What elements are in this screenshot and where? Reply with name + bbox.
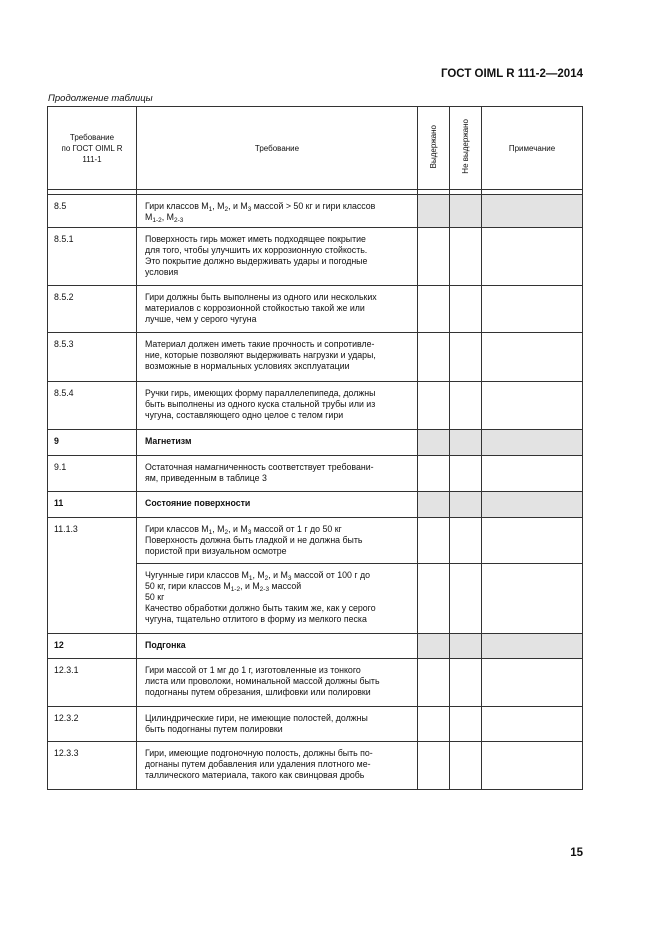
text-line: Гири должны быть выполнены из одного или нескольких xyxy=(145,292,377,302)
complied-cell xyxy=(418,492,450,518)
subscript: 3 xyxy=(247,206,252,213)
note-cell xyxy=(482,492,583,518)
section-row xyxy=(48,430,583,456)
subscript: 2 xyxy=(264,575,269,582)
text-line: Поверхность должна быть гладкой и не должна быть xyxy=(145,535,363,545)
row-requirement xyxy=(137,382,418,430)
section-title: Магнетизм xyxy=(137,430,418,456)
row-requirement xyxy=(137,518,418,564)
text: Чугунные гири классов M xyxy=(145,570,249,580)
subscript: 2 xyxy=(224,206,229,213)
header-requirement-ref xyxy=(48,107,137,190)
header-ref-line: Требование xyxy=(69,132,115,142)
not-complied-cell xyxy=(450,492,482,518)
table-row xyxy=(48,195,583,228)
subscript: 1 xyxy=(248,575,253,582)
text-line: условия xyxy=(145,267,179,277)
text: массой от 100 г до xyxy=(291,570,371,580)
table-row xyxy=(48,382,583,430)
subscript: 2-3 xyxy=(259,586,270,593)
text-line: Цилиндрические гири, не имеющие полостей, должны xyxy=(145,713,368,723)
row-requirement xyxy=(137,456,418,492)
table-row xyxy=(48,333,583,382)
subscript: 1-2 xyxy=(230,586,241,593)
text-line xyxy=(145,524,411,535)
text-line: для того, чтобы улучшить их коррозионную стойкость. xyxy=(145,245,368,255)
row-requirement xyxy=(137,707,418,742)
row-requirement xyxy=(137,286,418,333)
text-line: Гири, имеющие подгоночную полость, должны быть по- xyxy=(145,748,373,758)
not-complied-cell xyxy=(450,634,482,659)
table-row xyxy=(48,742,583,790)
complied-cell xyxy=(418,456,450,492)
not-complied-cell xyxy=(450,430,482,456)
row-number: 12.3.1 xyxy=(48,659,137,707)
text-line: подогнаны путем обрезания, шлифовки или полировки xyxy=(145,687,371,697)
section-title: Подгонка xyxy=(137,634,418,659)
header-complied-text: Выдержано xyxy=(429,124,438,169)
subscript: 1 xyxy=(208,206,213,213)
text-line: материалов с коррозионной стойкостью такой же или xyxy=(145,303,365,313)
not-complied-cell xyxy=(450,564,482,634)
header-complied xyxy=(418,107,450,190)
header-note: Примечание xyxy=(482,107,583,190)
not-complied-cell xyxy=(450,333,482,382)
header-not-complied-text: Не выдержано xyxy=(461,119,470,174)
requirements-table xyxy=(47,106,583,790)
text: Гири классов M xyxy=(145,201,209,211)
text: массой xyxy=(269,581,302,591)
subscript: 2-3 xyxy=(173,217,184,224)
complied-cell xyxy=(418,195,450,228)
section-number: 12 xyxy=(48,634,137,659)
subscript: 2 xyxy=(224,529,229,536)
row-number: 9.1 xyxy=(48,456,137,492)
complied-cell xyxy=(418,382,450,430)
subscript: 3 xyxy=(287,575,292,582)
complied-cell xyxy=(418,518,450,564)
text-line: 50 кг xyxy=(145,592,165,602)
complied-cell xyxy=(418,742,450,790)
text-line: чугуна, тщательно отлитого в форму из мелкого песка xyxy=(145,614,367,624)
subscript: 1 xyxy=(208,529,213,536)
row-requirement xyxy=(137,742,418,790)
subscript: 3 xyxy=(247,529,252,536)
text-line xyxy=(145,581,411,592)
text-line: листа или проволоки, номинальной массой должны быть xyxy=(145,676,380,686)
note-cell xyxy=(482,707,583,742)
note-cell xyxy=(482,333,583,382)
not-complied-cell xyxy=(450,286,482,333)
section-number: 9 xyxy=(48,430,137,456)
table-continuation-label: Продолжение таблицы xyxy=(48,93,153,104)
note-cell xyxy=(482,382,583,430)
text-line: лучше, чем у серого чугуна xyxy=(145,314,257,324)
text-line: Остаточная намагниченность соответствует требовани- xyxy=(145,462,374,472)
text: , и M xyxy=(268,570,288,580)
not-complied-cell xyxy=(450,659,482,707)
table-row xyxy=(48,228,583,286)
text: , M xyxy=(212,201,225,211)
section-row xyxy=(48,492,583,518)
section-title: Состояние поверхности xyxy=(137,492,418,518)
row-requirement xyxy=(137,195,418,228)
table-row xyxy=(48,456,583,492)
text-line: чугуна, составляющего одно целое с телом гири xyxy=(145,410,344,420)
text-line: Ручки гирь, имеющих форму параллелепипеда, должны xyxy=(145,388,376,398)
row-requirement xyxy=(137,228,418,286)
section-number: 11 xyxy=(48,492,137,518)
note-cell xyxy=(482,456,583,492)
document-code: ГОСТ OIML R 111-2—2014 xyxy=(440,68,583,80)
table-row xyxy=(48,518,583,564)
not-complied-cell xyxy=(450,456,482,492)
text-line: ям, приведенным в таблице 3 xyxy=(145,473,267,483)
text-line: ние, которые позволяют выдерживать нагрузки и удары, xyxy=(145,350,376,360)
text-line xyxy=(145,570,411,581)
row-requirement xyxy=(137,564,418,634)
text: , и M xyxy=(240,581,260,591)
complied-cell xyxy=(418,564,450,634)
not-complied-cell xyxy=(450,228,482,286)
header-not-complied xyxy=(450,107,482,190)
complied-cell xyxy=(418,707,450,742)
complied-cell xyxy=(418,228,450,286)
text-line: догнаны путем добавления или удаления плотного ме- xyxy=(145,759,371,769)
text: массой от 1 г до 50 кг xyxy=(251,524,342,534)
text-line: Материал должен иметь такие прочность и сопротивле- xyxy=(145,339,375,349)
complied-cell xyxy=(418,333,450,382)
row-number: 12.3.3 xyxy=(48,742,137,790)
note-cell xyxy=(482,430,583,456)
not-complied-cell xyxy=(450,518,482,564)
text-line: возможные в нормальных условиях эксплуатации xyxy=(145,361,350,371)
section-row xyxy=(48,634,583,659)
note-cell xyxy=(482,659,583,707)
text: Гири классов M xyxy=(145,524,209,534)
text-line: быть выполнены из одного куска стальной трубы или из xyxy=(145,399,376,409)
row-requirement xyxy=(137,333,418,382)
row-number: 12.3.2 xyxy=(48,707,137,742)
text-line: пористой при визуальном осмотре xyxy=(145,546,287,556)
not-complied-cell xyxy=(450,382,482,430)
text: , M xyxy=(252,570,265,580)
note-cell xyxy=(482,195,583,228)
text-line: Это покрытие должно выдерживать удары и погодные xyxy=(145,256,368,266)
complied-cell xyxy=(418,286,450,333)
not-complied-cell xyxy=(450,742,482,790)
note-cell xyxy=(482,286,583,333)
row-number: 8.5 xyxy=(48,195,137,228)
text: , и M xyxy=(228,201,248,211)
text: массой > 50 кг и гири классов xyxy=(251,201,376,211)
note-cell xyxy=(482,564,583,634)
note-cell xyxy=(482,518,583,564)
header-ref-line: 111-1 xyxy=(82,154,102,164)
text-line: Поверхность гирь может иметь подходящее покрытие xyxy=(145,234,366,244)
text-line: Качество обработки должно быть таким же, как у серого xyxy=(145,603,376,613)
note-cell xyxy=(482,228,583,286)
row-number: 8.5.3 xyxy=(48,333,137,382)
complied-cell xyxy=(418,430,450,456)
table-row xyxy=(48,659,583,707)
text: , и M xyxy=(228,524,248,534)
text: , M xyxy=(212,524,225,534)
subscript: 1-2 xyxy=(152,217,162,224)
row-number: 8.5.4 xyxy=(48,382,137,430)
page-number: 15 xyxy=(570,847,583,859)
row-number: 11.1.3 xyxy=(48,518,137,634)
text: M xyxy=(145,212,153,222)
text-line: таллического материала, такого как свинцовая дробь xyxy=(145,770,365,780)
row-requirement xyxy=(137,659,418,707)
not-complied-cell xyxy=(450,195,482,228)
note-cell xyxy=(482,742,583,790)
row-number: 8.5.1 xyxy=(48,228,137,286)
not-complied-cell xyxy=(450,707,482,742)
header-requirement: Требование xyxy=(137,107,418,190)
text: , M xyxy=(161,212,174,222)
text: 50 кг, гири классов M xyxy=(145,581,231,591)
text-line: быть подогнаны путем полировки xyxy=(145,724,283,734)
text-line: Гири массой от 1 мг до 1 г, изготовленные из тонкого xyxy=(145,665,361,675)
table-row xyxy=(48,286,583,333)
row-number: 8.5.2 xyxy=(48,286,137,333)
table-header-row xyxy=(48,107,583,190)
header-ref-line: по ГОСТ OIML R xyxy=(61,143,123,153)
table-row xyxy=(48,707,583,742)
complied-cell xyxy=(418,634,450,659)
complied-cell xyxy=(418,659,450,707)
note-cell xyxy=(482,634,583,659)
